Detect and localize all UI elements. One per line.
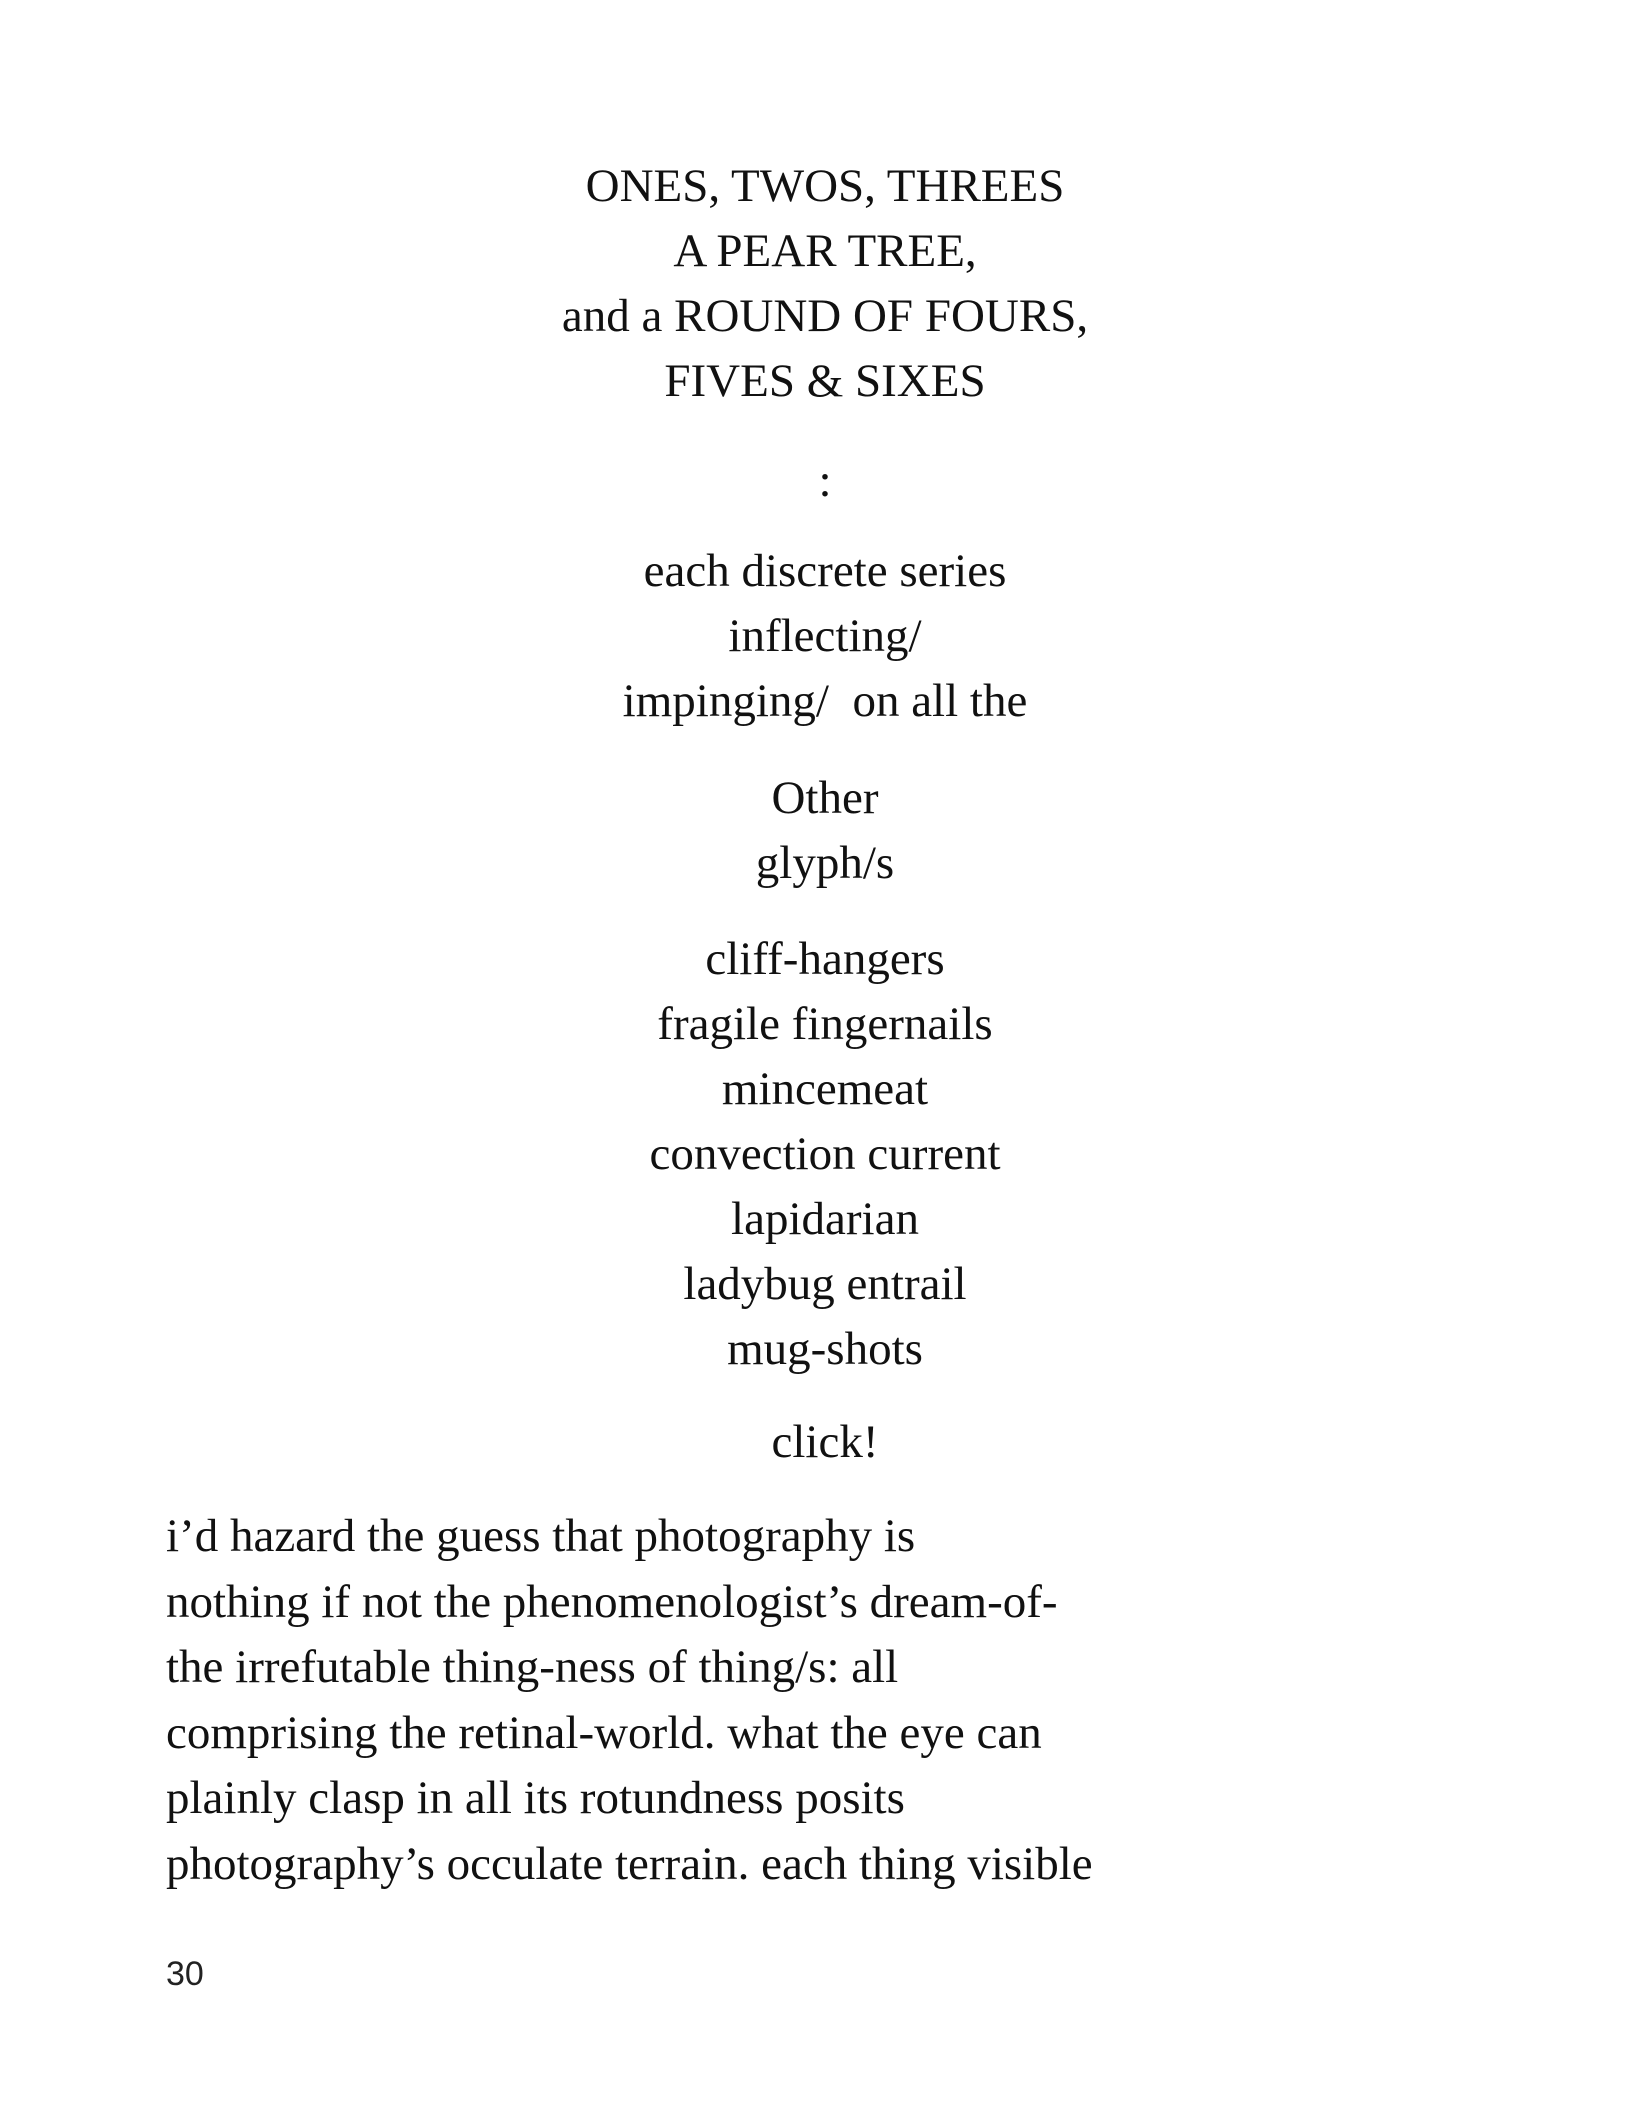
poem-line: convection current	[649, 1128, 1001, 1180]
colon-mark: :	[818, 455, 832, 507]
poem-stanza-2	[0, 766, 1650, 896]
poem-line: each discrete series	[643, 545, 1007, 597]
poem-line: glyph/s	[755, 837, 895, 889]
prose-line: comprising the retinal-world. what the eye can	[166, 1706, 1042, 1759]
poem-stanza-3	[0, 927, 1650, 1382]
poem-line: inflecting/	[728, 610, 922, 662]
prose-line: photography’s occulate terrain. each thing visible	[166, 1837, 1093, 1890]
poem-line: impinging/ on all the	[622, 675, 1028, 727]
poem-line: mincemeat	[721, 1063, 929, 1115]
poem-line: lapidarian	[731, 1193, 919, 1245]
poem-line: cliff-hangers	[705, 933, 945, 985]
poem-line: ladybug entrail	[683, 1258, 967, 1310]
poem-line: click!	[771, 1416, 879, 1468]
heading-line: ONES, TWOS, THREES	[585, 160, 1065, 212]
poem-heading	[0, 154, 1650, 414]
poem-click	[0, 1410, 1650, 1475]
heading-line: FIVES & SIXES	[664, 355, 986, 407]
poem-line: Other	[771, 772, 879, 824]
poem-colon	[0, 449, 1650, 514]
heading-line: A PEAR TREE,	[673, 225, 977, 277]
prose-line: i’d hazard the guess that photography is	[166, 1510, 916, 1562]
poem-line: fragile fingernails	[657, 998, 993, 1050]
poem-line: mug-shots	[727, 1323, 923, 1375]
heading-line: and a ROUND OF FOURS,	[561, 290, 1089, 342]
prose-line: the irrefutable thing-ness of thing/s: all	[166, 1641, 899, 1693]
prose-line: nothing if not the phenomenologist’s dream-of-	[166, 1575, 1058, 1628]
poem-stanza-1	[0, 539, 1650, 734]
page-number: 30	[166, 1955, 204, 1993]
prose-line: plainly clasp in all its rotundness posits	[166, 1772, 905, 1824]
prose-paragraph	[166, 1504, 1366, 1897]
